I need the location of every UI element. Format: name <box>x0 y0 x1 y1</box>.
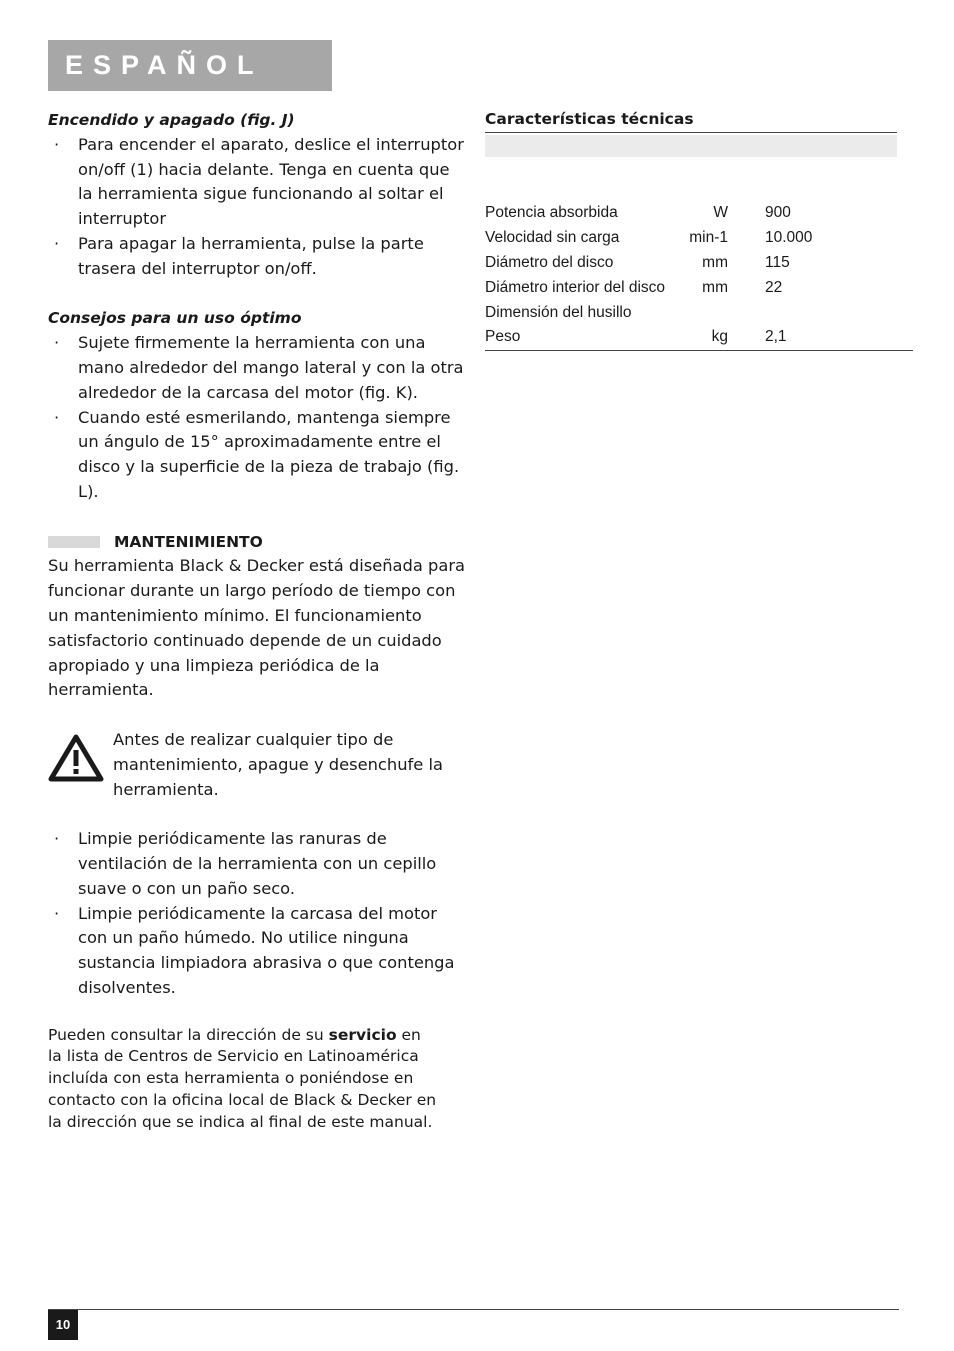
spec-unit <box>682 300 765 325</box>
spec-unit: mm <box>702 278 728 296</box>
spec-unit: W <box>713 204 728 222</box>
right-column <box>485 108 913 351</box>
list-item: · Sujete firmemente la herramienta con una mano alrededor del mango lateral y con la otra alrededor de la carcasa del motor (fig. K). <box>48 331 468 405</box>
warning-text: Antes de realizar cualquier tipo de mantenimiento, apague y desenchufe la herramienta. <box>113 729 443 799</box>
table-row <box>485 300 913 325</box>
contact-bold-word: servicio <box>328 1025 397 1044</box>
switch-list <box>48 133 468 282</box>
spec-unit: kg <box>682 325 765 350</box>
maintenance-list <box>48 827 468 1001</box>
spec-label: Velocidad sin carga <box>485 229 620 247</box>
spec-label: Dimensión del husillo <box>485 303 632 321</box>
section-heading-tips: Consejos para un uso óptimo <box>48 309 302 328</box>
tech-specs-band <box>485 135 897 157</box>
spec-value: 10.000 <box>765 229 813 247</box>
list-item: · Para apagar la herramienta, pulse la parte trasera del interruptor on/off. <box>48 232 468 282</box>
warning-block <box>48 728 468 802</box>
table-row <box>485 201 913 226</box>
language-header: ESPAÑOL <box>48 40 332 91</box>
list-item: · Limpie periódicamente la carcasa del motor con un paño húmedo. No utilice ninguna sustancia limpiadora abrasiva o que contenga disolventes. <box>48 902 468 1001</box>
spec-unit: min-1 <box>689 229 728 247</box>
left-column <box>48 108 468 1134</box>
spec-value: 900 <box>765 204 791 222</box>
section-marker <box>48 536 100 548</box>
table-row <box>485 226 913 251</box>
tech-specs-title: Características técnicas <box>485 108 897 133</box>
tips-list <box>48 331 468 505</box>
table-row <box>485 251 913 276</box>
spec-value: 2,1 <box>765 325 913 350</box>
footer-rule <box>48 1309 899 1310</box>
section-heading-switch: Encendido y apagado (fig. J) <box>48 111 295 129</box>
table-row <box>485 325 913 350</box>
maintenance-heading <box>48 530 468 555</box>
spec-value <box>765 300 913 325</box>
spec-label: Diámetro del disco <box>485 253 614 271</box>
spec-unit: mm <box>702 253 728 271</box>
contact-text-end: en la lista de Centros de Servicio en Latinoamérica incluída con esta herramienta o poniéndose en contacto con la oficina local de Black & Decker en la dirección que se indica al final de este manual. <box>48 1025 437 1131</box>
maintenance-intro: Su herramienta Black & Decker está diseñada para funcionar durante un largo período de tiempo con un mantenimiento mínimo. El funcionamiento satisfactorio continuado depende de un cuidado apropiado y una limpieza periódica de la herramienta. <box>48 556 465 700</box>
service-contact-text <box>48 1025 438 1134</box>
spec-table <box>485 201 913 351</box>
page-number: 10 <box>48 1310 78 1340</box>
list-item: · Cuando esté esmerilando, mantenga siempre un ángulo de 15° aproximadamente entre el disco y la superficie de la pieza de trabajo (fig. L). <box>48 406 468 505</box>
list-item: · Para encender el aparato, deslice el interruptor on/off (1) hacia delante. Tenga en cuenta que la herramienta sigue funcionando al soltar el interruptor <box>48 133 468 232</box>
table-row <box>485 275 913 300</box>
spec-value: 115 <box>765 253 790 271</box>
list-item: · Limpie periódicamente las ranuras de ventilación de la herramienta con un cepillo suave o con un paño seco. <box>48 827 468 901</box>
spec-label: Diámetro interior del disco <box>485 278 666 296</box>
maintenance-title: MANTENIMIENTO <box>114 532 263 551</box>
spec-label: Peso <box>485 325 682 350</box>
contact-text-start: Pueden consultar la dirección de su <box>48 1025 329 1044</box>
spec-value: 22 <box>765 278 783 296</box>
spec-label: Potencia absorbida <box>485 204 618 222</box>
warning-triangle-icon <box>48 734 104 782</box>
